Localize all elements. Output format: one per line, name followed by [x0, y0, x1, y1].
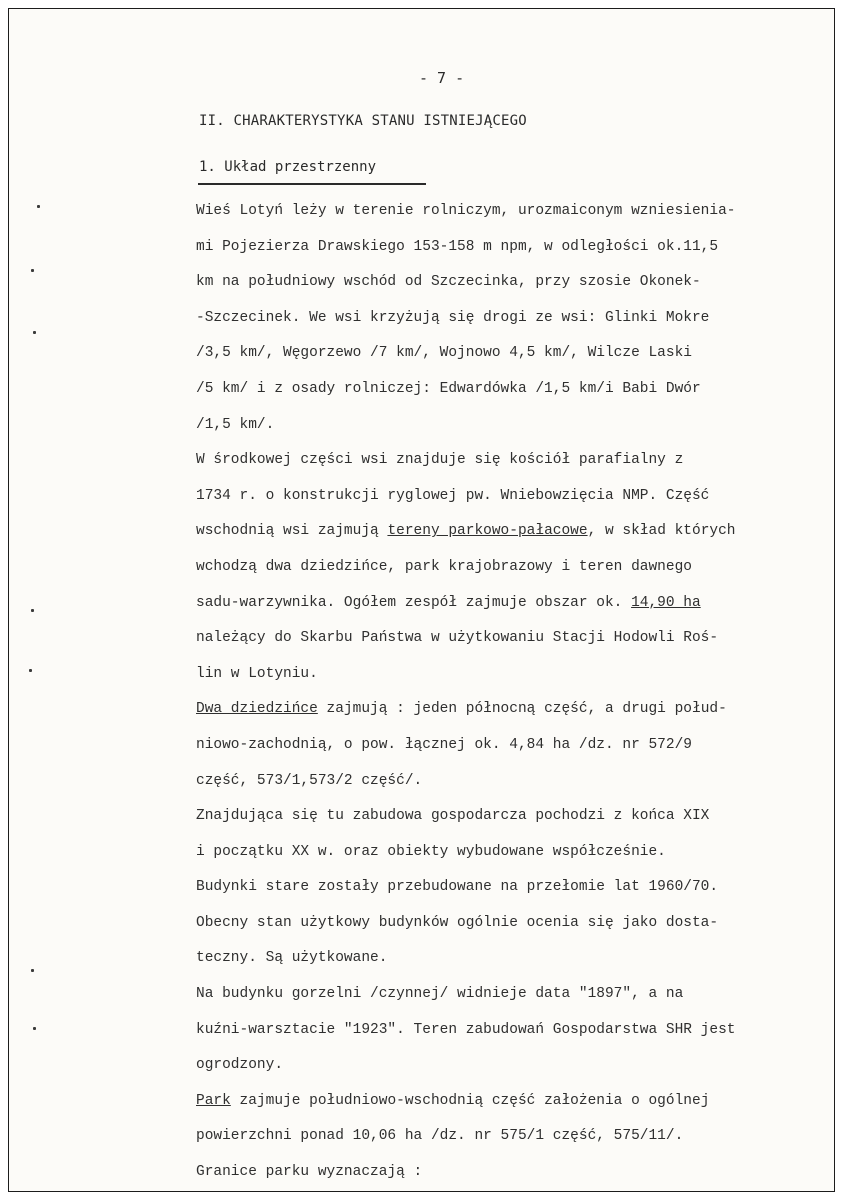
text-line: kuźni-warsztacie "1923". Teren zabudowań Gospodarstwa SHR jest	[196, 1021, 736, 1038]
text-line: /5 km/ i z osady rolniczej: Edwardówka /1,5 km/i Babi Dwór	[196, 380, 701, 397]
document-page	[8, 8, 835, 1192]
text-line: wschodnią wsi zajmują	[196, 523, 388, 540]
text-line: /3,5 km/, Węgorzewo /7 km/, Wojnowo 4,5 km/, Wilcze Laski	[196, 345, 692, 362]
text-line: Granice parku wyznaczają :	[196, 1164, 423, 1181]
text-line: powierzchni ponad 10,06 ha /dz. nr 575/1 część, 575/11/.	[196, 1128, 684, 1145]
text-line: i początku XX w. oraz obiekty wybudowane współcześnie.	[196, 843, 666, 860]
underlined-term-tereny: tereny parkowo-pałacowe	[387, 523, 588, 540]
text-line: Na budynku gorzelni /czynnej/ widnieje data "1897", a na	[196, 986, 684, 1003]
text-line: km na południowy wschód od Szczecinka, przy szosie Okonek-	[196, 274, 701, 291]
text-line: sadu-warzywnika. Ogółem zespół zajmuje obszar ok.	[196, 594, 632, 611]
text-line: ogrodzony.	[196, 1057, 284, 1074]
text-line: teczny. Są użytkowane.	[196, 950, 388, 967]
text-line: część, 573/1,573/2 część/.	[196, 772, 423, 789]
text-line: wchodzą dwa dziedzińce, park krajobrazowy i teren dawnego	[196, 558, 692, 575]
text-line: niowo-zachodnią, o pow. łącznej ok. 4,84 ha /dz. nr 572/9	[196, 736, 692, 753]
text-line: W środkowej części wsi znajduje się kościół parafialny z	[196, 452, 684, 469]
text-line: należący do Skarbu Państwa w użytkowaniu Stacji Hodowli Roś-	[196, 630, 719, 647]
text-line: Obecny stan użytkowy budynków ogólnie ocenia się jako dosta-	[196, 914, 719, 931]
text-line: -Szczecinek. We wsi krzyżują się drogi ze wsi: Glinki Mokre	[196, 309, 710, 326]
text-line: /1,5 km/.	[196, 416, 275, 433]
margin-speck	[33, 1027, 36, 1030]
text-line: Znajdująca się tu zabudowa gospodarcza pochodzi z końca XIX	[196, 808, 710, 825]
text-line: Wieś Lotyń leży w terenie rolniczym, urozmaiconym wzniesienia-	[196, 203, 736, 219]
underlined-term-dziedzince: Dwa dziedzińce	[196, 701, 318, 718]
margin-speck	[37, 205, 40, 208]
subsection-underline	[198, 183, 426, 185]
margin-speck	[31, 269, 34, 272]
subsection-title: 1. Układ przestrzenny	[199, 159, 377, 175]
text-line: lin w Lotyniu.	[196, 665, 318, 682]
margin-speck	[31, 969, 34, 972]
text-line: zajmuje południowo-wschodnią część założenia o ogólnej	[230, 1092, 710, 1109]
text-line: mi Pojezierza Drawskiego 153-158 m npm, w odległości ok.11,5	[196, 238, 719, 255]
underlined-term-park: Park	[196, 1092, 231, 1109]
margin-speck	[31, 609, 34, 612]
text-line: 1734 r. o konstrukcji ryglowej pw. Wniebowzięcia NMP. Część	[196, 487, 710, 504]
page-number: - 7 -	[419, 69, 465, 87]
underlined-area-value: 14,90 ha	[631, 594, 701, 611]
section-title: II. CHARAKTERYSTYKA STANU ISTNIEJĄCEGO	[199, 113, 527, 129]
text-line: zajmują : jeden północną część, a drugi połud-	[317, 701, 727, 718]
text-line: , w skład których	[587, 523, 736, 540]
text-line: Budynki stare zostały przebudowane na przełomie lat 1960/70.	[196, 879, 719, 896]
body-text	[196, 194, 843, 1191]
margin-speck	[33, 331, 36, 334]
margin-speck	[29, 669, 32, 672]
